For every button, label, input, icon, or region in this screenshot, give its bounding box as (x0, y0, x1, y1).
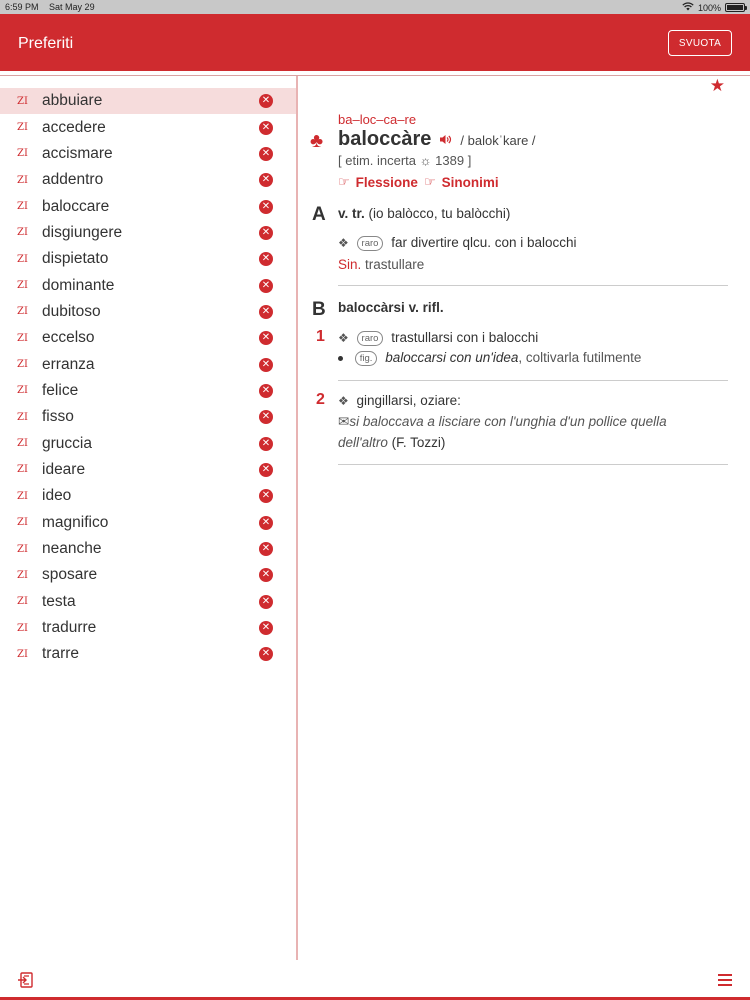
nav-header (0, 14, 750, 71)
favorite-item[interactable] (0, 193, 296, 219)
section-b-header: baloccàrsi v. rifl. (338, 300, 444, 315)
favorite-word: dominante (42, 276, 115, 294)
quote-icon: ✉ (338, 414, 350, 429)
entry-pane (300, 76, 750, 960)
remove-icon[interactable]: ✕ (259, 516, 273, 530)
syllabification: ba–loc–ca–re (338, 112, 417, 127)
remove-icon[interactable]: ✕ (259, 173, 273, 187)
favorite-item[interactable] (0, 325, 296, 351)
headword: baloccàre (338, 128, 432, 150)
zanichelli-tag: ZI (17, 622, 28, 634)
zanichelli-tag: ZI (17, 174, 28, 186)
zanichelli-tag: ZI (17, 227, 28, 239)
zanichelli-tag: ZI (17, 95, 28, 107)
remove-icon[interactable]: ✕ (259, 542, 273, 556)
zanichelli-tag: ZI (17, 411, 28, 423)
remove-icon[interactable]: ✕ (259, 252, 273, 266)
sense-1-figurative: fig. baloccarsi con un'idea, coltivarla futilmente (338, 350, 641, 366)
section-a-grammar: v. tr. (io balòcco, tu balòcchi) (338, 206, 511, 221)
remove-icon[interactable]: ✕ (259, 568, 273, 582)
zanichelli-tag: ZI (17, 385, 28, 397)
speaker-icon[interactable] (439, 134, 452, 148)
favorite-word: disgiungere (42, 223, 123, 241)
menu-icon[interactable] (718, 974, 732, 986)
remove-icon[interactable]: ✕ (259, 410, 273, 424)
section-b-letter: B (312, 299, 326, 320)
zanichelli-tag: ZI (17, 596, 28, 608)
favorite-item[interactable] (0, 404, 296, 430)
favorite-item[interactable] (0, 299, 296, 325)
usage-tag: raro (357, 236, 384, 251)
favorite-word: magnifico (42, 513, 109, 531)
sense-1-definition: ❖ raro trastullarsi con i balocchi (338, 330, 539, 345)
zanichelli-tag: ZI (17, 253, 28, 265)
favorite-item[interactable] (0, 430, 296, 456)
favorite-star-icon[interactable]: ★ (709, 76, 725, 95)
favorite-item[interactable] (0, 272, 296, 298)
favorite-item[interactable] (0, 510, 296, 536)
zanichelli-tag: ZI (17, 464, 28, 476)
remove-icon[interactable]: ✕ (259, 226, 273, 240)
zanichelli-tag: ZI (17, 359, 28, 371)
zanichelli-tag: ZI (17, 648, 28, 660)
zanichelli-tag: ZI (17, 569, 28, 581)
section-a-letter: A (312, 204, 326, 225)
favorite-item[interactable] (0, 351, 296, 377)
favorite-word: ideare (42, 460, 86, 478)
battery-percent: 100% (697, 2, 721, 13)
usage-tag: raro (357, 331, 384, 346)
pointing-hand-icon: ☞ (423, 174, 436, 189)
favorite-word: testa (42, 592, 76, 610)
etymology: [ etim. incerta ☼ 1389 ] (338, 153, 472, 168)
remove-icon[interactable]: ✕ (259, 305, 273, 319)
zanichelli-tag: ZI (17, 280, 28, 292)
favorite-word: eccelso (42, 329, 95, 347)
separator (338, 464, 728, 465)
favorite-item[interactable] (0, 141, 296, 167)
favorite-word: erranza (42, 355, 95, 373)
remove-icon[interactable]: ✕ (259, 463, 273, 477)
sense-1-number: 1 (316, 328, 325, 345)
section-a-definition: ❖ raro far divertire qlcu. con i balocchi (338, 235, 577, 250)
status-bar (0, 0, 750, 14)
favorite-item[interactable] (0, 615, 296, 641)
sense-2-quote: ✉si baloccava a lisciare con l'unghia d'un pollice quella (338, 414, 667, 429)
bullet-icon (338, 356, 343, 361)
sense-2-quote-end: dell'altro (F. Tozzi) (338, 435, 446, 450)
favorite-word: trarre (42, 645, 80, 663)
status-time: 6:59 PM (5, 2, 39, 12)
favorite-item[interactable] (0, 536, 296, 562)
export-icon[interactable] (17, 971, 35, 989)
zanichelli-tag: ZI (17, 306, 28, 318)
pointing-hand-icon: ☞ (338, 174, 350, 189)
separator (338, 380, 728, 381)
favorite-item[interactable] (0, 641, 296, 667)
remove-icon[interactable]: ✕ (259, 147, 273, 161)
diamond-icon: ❖ (338, 394, 349, 408)
remove-icon[interactable]: ✕ (259, 200, 273, 214)
zanichelli-tag: ZI (17, 201, 28, 213)
zanichelli-tag: ZI (17, 332, 28, 344)
favorite-word: dubitoso (42, 302, 101, 320)
zanichelli-tag: ZI (17, 543, 28, 555)
pane-divider (296, 76, 298, 960)
remove-icon[interactable]: ✕ (259, 121, 273, 135)
favorite-word: neanche (42, 540, 102, 558)
remove-icon[interactable]: ✕ (259, 331, 273, 345)
favorite-item[interactable] (0, 457, 296, 483)
favorite-word: fisso (42, 408, 74, 426)
pronunciation: / balokˈkare / (460, 133, 536, 148)
sense-2-definition: ❖ gingillarsi, oziare: (338, 393, 461, 408)
diamond-icon: ❖ (338, 236, 349, 250)
flessione-link[interactable]: Flessione (355, 174, 418, 190)
favorite-word: ideo (42, 487, 72, 505)
zanichelli-tag: ZI (17, 517, 28, 529)
favorite-word: addentro (42, 171, 104, 189)
zanichelli-tag: ZI (17, 122, 28, 134)
sense-2-number: 2 (316, 391, 325, 408)
zanichelli-tag: ZI (17, 148, 28, 160)
favorite-item[interactable] (0, 114, 296, 140)
favorite-item[interactable] (0, 589, 296, 615)
remove-icon[interactable]: ✕ (259, 595, 273, 609)
remove-icon[interactable]: ✕ (259, 489, 273, 503)
club-icon: ♣ (310, 130, 324, 152)
status-date: Sat May 29 (49, 2, 95, 12)
favorite-word: dispietato (42, 250, 109, 268)
separator (338, 285, 728, 286)
bottom-toolbar (0, 960, 750, 1000)
favorite-item[interactable] (0, 246, 296, 272)
page-title: Preferiti (18, 35, 74, 52)
favorite-word: abbuiare (42, 92, 103, 110)
remove-icon[interactable]: ✕ (259, 384, 273, 398)
diamond-icon: ❖ (338, 331, 349, 345)
remove-icon[interactable]: ✕ (259, 358, 273, 372)
zanichelli-tag: ZI (17, 490, 28, 502)
remove-icon[interactable]: ✕ (259, 437, 273, 451)
battery-icon (725, 3, 745, 12)
section-a-synonyms: Sin. trastullare (338, 257, 425, 272)
favorite-item[interactable] (0, 220, 296, 246)
favorite-item[interactable] (0, 378, 296, 404)
favorites-list (0, 88, 296, 668)
favorite-word: gruccia (42, 434, 92, 452)
favorites-sidebar (0, 76, 296, 960)
favorite-word: tradurre (42, 619, 97, 637)
favorite-word: baloccare (42, 197, 110, 215)
sinonimi-link[interactable]: Sinonimi (441, 174, 499, 190)
wifi-icon (682, 2, 694, 13)
favorite-item[interactable] (0, 562, 296, 588)
usage-tag: fig. (355, 351, 378, 366)
favorite-word: accedere (42, 118, 106, 136)
favorite-item[interactable] (0, 88, 296, 114)
favorite-word: felice (42, 381, 79, 399)
favorite-word: accismare (42, 144, 113, 162)
favorite-item[interactable] (0, 167, 296, 193)
remove-icon[interactable]: ✕ (259, 279, 273, 293)
favorite-word: sposare (42, 566, 98, 584)
zanichelli-tag: ZI (17, 438, 28, 450)
remove-icon[interactable]: ✕ (259, 621, 273, 635)
clear-favorites-button[interactable]: SVUOTA (668, 30, 732, 56)
favorite-item[interactable] (0, 483, 296, 509)
remove-icon[interactable]: ✕ (259, 94, 273, 108)
remove-icon[interactable]: ✕ (259, 647, 273, 661)
